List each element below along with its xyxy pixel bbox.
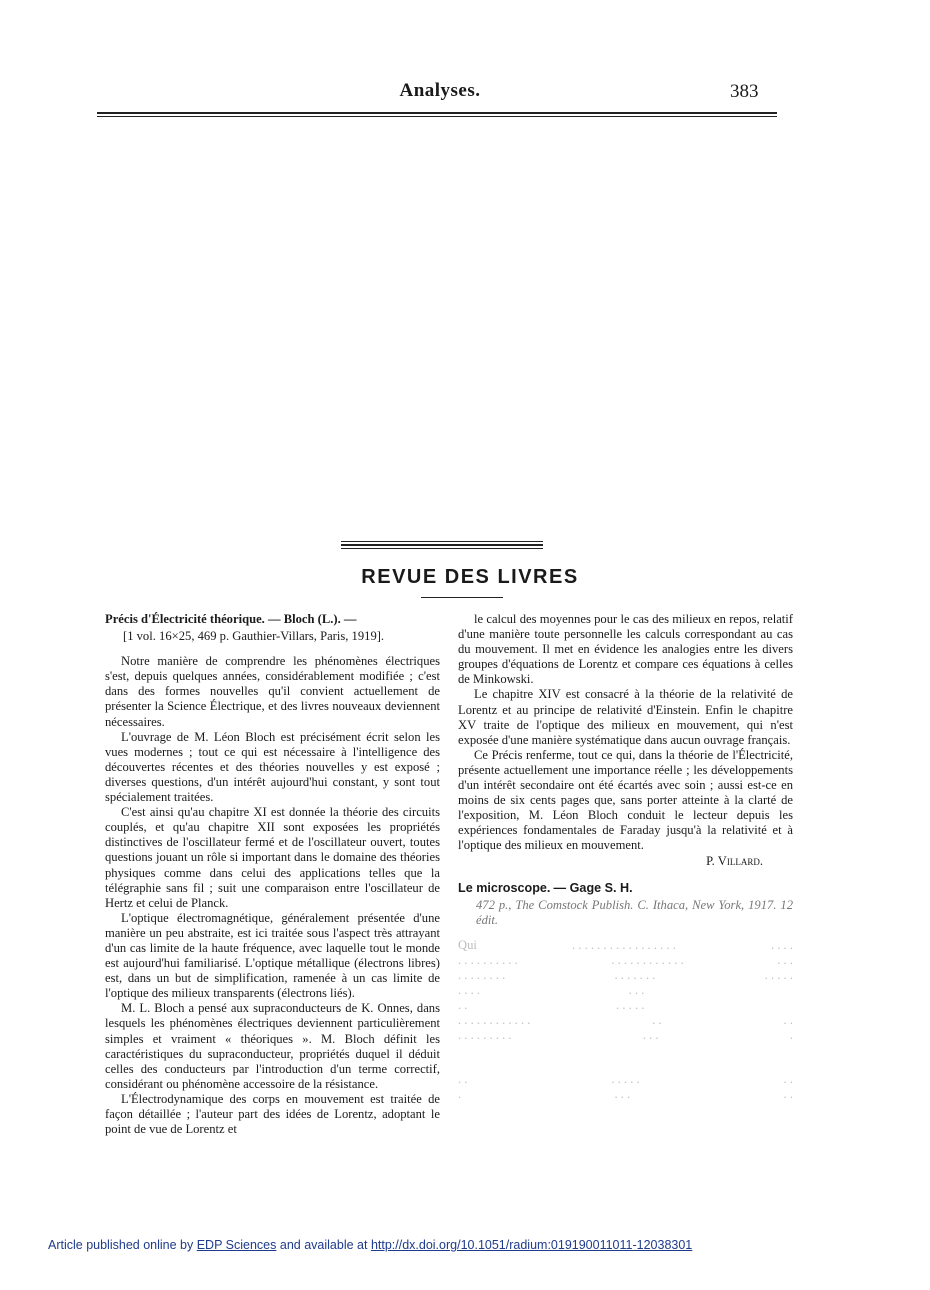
review2-reference: 472 p., The Comstock Publish. C. Ithaca, New York, 1917. 12 édit. [476, 897, 793, 927]
page-number: 383 [730, 81, 759, 102]
faded-line: . . . . . . . . . . . . . . . . . . . . [458, 968, 793, 983]
faded-line: . . . . . . . . . . . . . [458, 1028, 793, 1043]
review2-title: Le microscope. [458, 880, 551, 895]
review-paragraph: M. L. Bloch a pensé aux supraconducteurs de K. Onnes, dans lesquels les phénomènes électriques deviennent particulièrement simples et vraiment « théoriques ». M. Bloch définit les caractéristiques du supraconducteur, propriétés duquel il déduit celles des conducteurs par l'introduction d'un terme correctif, considérant ou phénomène accessoire de la résistance. [105, 1001, 440, 1091]
faded-line: Qui . . . . . . . . . . . . . . . . . . . . . [458, 937, 793, 952]
review2-heading [458, 881, 793, 896]
review-paragraph: Ce Précis renferme, tout ce qui, dans la théorie de l'Électricité, présente actuellement une importance réelle ; les développements d'un intérêt secondaire ont été écartés avec soin ; aussi est-ce en moins de six cents pages que, sans porter atteinte à la clarté de l'exposition, M. Léon Bloch conduit le lecteur depuis les expériences fondamentales de Faraday jusqu'à la relativité et à l'optique des milieux en mouvement. [458, 747, 793, 853]
review-title: Précis d'Électricité théorique. [105, 612, 265, 626]
review2-author: — Gage S. H. [553, 880, 633, 895]
review-reference: [1 vol. 16×25, 469 p. Gauthier-Villars, Paris, 1919]. [123, 629, 385, 644]
footer-prefix: Article published online by [48, 1238, 194, 1252]
review-paragraph: Le chapitre XIV est consacré à la théorie de la relativité de Lorentz et au principe de relativité d'Einstein. Enfin le chapitre XV traite de l'optique des milieux en mouvement, qui n'est exposée d'une manière systématique dans aucun ouvrage français. [458, 687, 793, 747]
header-rule-bottom [97, 116, 777, 117]
section-title-underline [421, 597, 503, 598]
review-heading [105, 612, 440, 627]
faded-line: . . . . . . . . . . . . . . . . . . . . . . . . . [458, 952, 793, 967]
faded-line: . . . . . . . . . . . . . . . . [458, 1013, 793, 1028]
right-column [458, 612, 793, 1102]
running-header-title: Analyses. [399, 80, 481, 101]
review-body-left [105, 654, 440, 1137]
review-signature: P. Villard. [706, 853, 763, 868]
review-paragraph: le calcul des moyennes pour le cas des milieux en repos, relatif d'une manière toute personnelle les calculs correspondant au cas du mouvement. Il met en évidence les analogies entre les divers groupes d'équations de Lorentz et compare ces équations à celles de Minkowski. [458, 612, 793, 687]
section-title: REVUE DES LIVRES [361, 566, 579, 588]
review-author: — Bloch (L.). — [267, 612, 357, 626]
publisher-link[interactable]: EDP Sciences [196, 1238, 277, 1252]
faded-line: . . . . . . . [458, 998, 645, 1013]
footer-middle: and available at [279, 1238, 368, 1252]
review-paragraph: Notre manière de comprendre les phénomènes électriques s'est, depuis quelques années, considérablement modifiée ; c'est dans des formes nouvelles qu'il convient actuellement de présenter la Science Électrique, et des livres nouveaux deviennent nécessaires. [105, 654, 440, 729]
review-paragraph: L'Électrodynamique des corps en mouvement est traitée de façon détaillée ; l'auteur part des idées de Lorentz, adoptant le point de vue de Lorentz et [105, 1091, 440, 1137]
doi-link[interactable]: http://dx.doi.org/10.1051/radium:019190011011-12038301 [370, 1238, 693, 1252]
review-paragraph: L'optique électromagnétique, généralement présentée d'une manière un peu abstraite, est ici traitée sous l'aspect très attrayant d'un cas limite de la haute fréquence, avec laquelle tout le monde est aujourd'hui familiarisé. L'optique métallique (électrons libres) est, dans un but de simplification, ramenée à un cas limite de l'optique des milieux transparents (électrons liés). [105, 910, 440, 1001]
review-paragraph: L'ouvrage de M. Léon Bloch est précisément écrit selon les vues modernes ; tout ce qui est nécessaire à l'intelligence des découvertes récentes et des théories nouvelles y est exposé ; diverses questions, d'un intérêt aujourd'hui constant, y sont tout spécialement traitées. [105, 729, 440, 805]
section-divider-middle [341, 544, 543, 546]
section-divider-bottom [341, 548, 543, 549]
faded-line: . . . . . . . . . [458, 1071, 793, 1086]
footer-note [48, 1238, 692, 1252]
left-column [105, 612, 440, 1137]
header-rule-top [97, 112, 777, 114]
review-body-right [458, 612, 793, 854]
faded-line: . . . . . . . [458, 983, 645, 998]
section-divider-top [341, 541, 543, 542]
review-paragraph: C'est ainsi qu'au chapitre XI est donnée la théorie des circuits couplés, et qu'au chapitre XII sont exposées les propriétés distinctives de l'oscillateur fermé et de l'oscillateur ouvert, toutes questions jouant un rôle si important dans le domaine des théories physiques comme dans celui des applications telles que la télégraphie sans fil ; suit une comparaison entre l'oscillateur de Hertz et celui de Planck. [105, 805, 440, 910]
faded-illegible-text [458, 938, 793, 1102]
faded-line: . . . . . . [458, 1086, 793, 1101]
